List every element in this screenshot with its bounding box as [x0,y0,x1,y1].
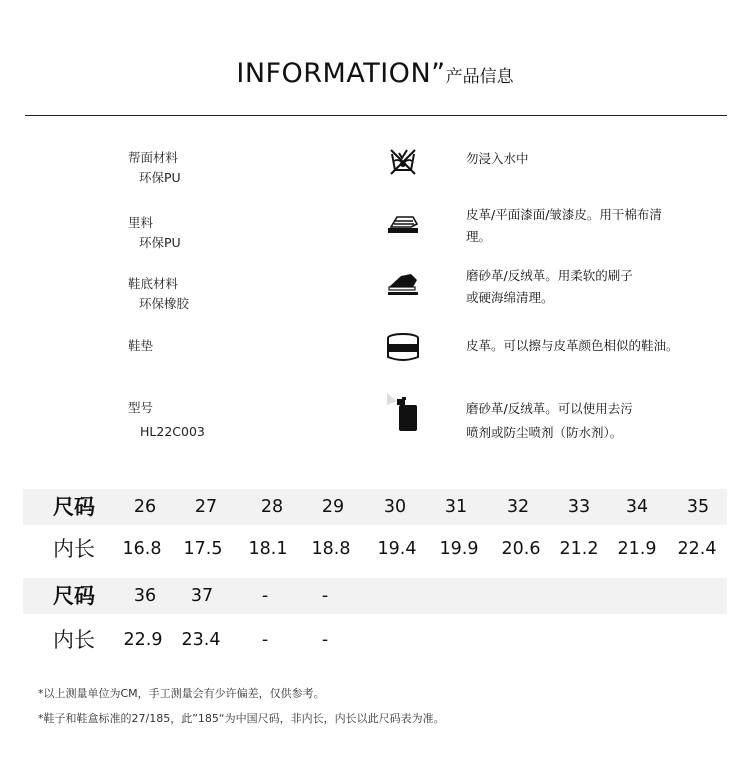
care-text: 或硬海绵清理。 [466,290,554,305]
length-cell: 17.5 [183,539,223,559]
size-cell: 31 [444,497,468,517]
size-cell: 34 [625,497,649,517]
length-cell: 21.9 [617,539,657,559]
care-suede-brush [466,265,706,309]
size-cell: 33 [567,497,591,517]
size-standard-note: *鞋子和鞋盒标准的27/185，此”185“为中国尺码，非内长，内长以此尺码表为准。 [38,712,445,725]
length-cell: 20.6 [501,539,541,559]
title-english: INFORMATION” [236,58,446,89]
care-shoe-polish [466,335,726,357]
size-label: 尺码 [53,584,95,608]
care-text: 磨砂革/反绒革。用柔软的刷子 [466,268,633,283]
material-label: 帮面材料 [128,150,179,165]
care-text: 理。 [466,229,492,244]
length-cell: 19.4 [377,539,417,559]
material-label: 鞋垫 [128,338,154,353]
size-cell: 26 [133,497,157,517]
material-lining [128,213,181,253]
material-insole [128,336,153,356]
title-divider [25,115,727,116]
page-title [0,58,750,89]
size-cell: 35 [686,497,710,517]
material-upper [128,148,181,188]
length-cell: 22.9 [123,630,163,650]
size-row [23,578,727,614]
model-number [128,398,205,442]
size-cell: 28 [260,497,284,517]
inner-length-row [23,622,727,658]
material-value: 环保PU [139,235,181,250]
length-cell: 18.1 [248,539,288,559]
size-label: 尺码 [53,495,95,519]
inner-length-label: 内长 [53,628,95,652]
material-value: 环保PU [139,170,181,185]
material-label: 型号 [128,400,154,415]
no-soak-icon [385,144,421,180]
care-no-soak [466,148,706,170]
inner-length-label: 内长 [53,537,95,561]
measurement-note: *以上测量单位为CM，手工测量会有少许偏差，仅供参考。 [38,687,325,700]
care-text: 皮革/平面漆面/皱漆皮。用干棉布清 [466,207,662,222]
material-label: 里料 [128,215,154,230]
title-chinese: 产品信息 [445,67,514,87]
length-cell: - [321,630,329,650]
care-text: 喷剂或防尘喷剂（防水剂）。 [466,425,623,440]
size-cell: 32 [506,497,530,517]
size-cell: 37 [190,586,214,606]
shoe-polish-icon [385,330,421,366]
length-cell: 16.8 [122,539,162,559]
brush-icon [385,267,421,303]
length-cell: - [261,630,269,650]
length-cell: 21.2 [559,539,599,559]
material-value: HL22C003 [140,424,205,439]
care-text: 勿浸入水中 [466,151,529,166]
cloth-wipe-icon [385,206,421,242]
care-text: 皮革。可以擦与皮革颜色相似的鞋油。 [466,338,679,353]
inner-length-row [23,531,727,567]
size-cell: - [261,586,269,606]
length-cell: 23.4 [181,630,221,650]
spray-can-icon [385,391,421,433]
size-cell: 36 [133,586,157,606]
size-cell: - [321,586,329,606]
care-leather-wipe [466,204,706,248]
material-sole [128,274,189,314]
size-row [23,489,727,525]
care-text: 磨砂革/反绒革。可以使用去污 [466,401,633,416]
size-cell: 30 [383,497,407,517]
size-cell: 27 [194,497,218,517]
length-cell: 22.4 [677,539,717,559]
length-cell: 18.8 [311,539,351,559]
material-value: 环保橡胶 [139,296,190,311]
size-cell: 29 [321,497,345,517]
material-label: 鞋底材料 [128,276,179,291]
care-spray [466,397,706,445]
length-cell: 19.9 [439,539,479,559]
